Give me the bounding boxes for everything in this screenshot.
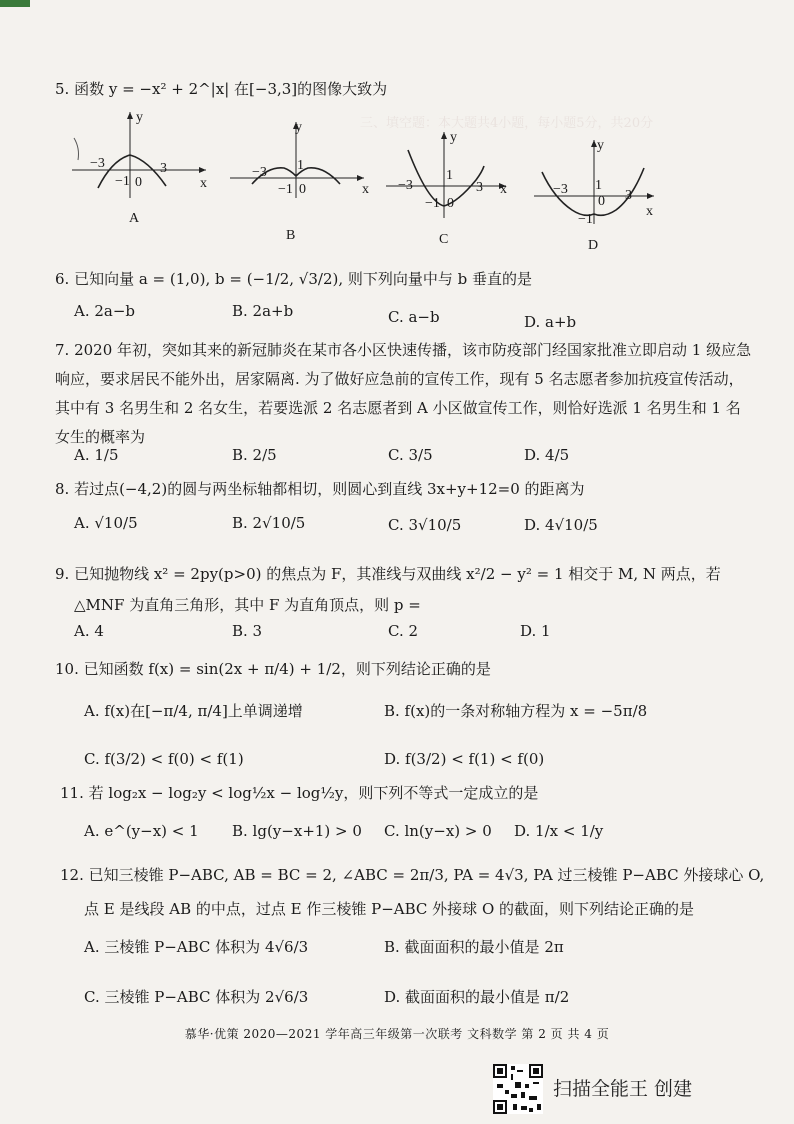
q7-option-c: C. 3/5	[388, 446, 433, 464]
q12-option-b: B. 截面面积的最小值是 2π	[384, 938, 564, 956]
question-7: 7. 2020 年初，突如其来的新冠肺炎在某市各小区快速传播，该市防疫部门经国家批准立即启动 1 级应急响应，要求居民不能外出，居家隔离. 为了做好应急前的宣传工作，现有 5 名志愿者参加抗疫宣传活动，其中有 3 名男生和 2 名女生，若要选派 2 名志愿者到 A 小区做宣传工作，则恰好选派 1 名男生和 1 名女生的概率为	[55, 341, 752, 446]
q11-option-d: D. 1/x < 1/y	[514, 822, 604, 840]
q10-option-c: C. f(3/2) < f(0) < f(1)	[84, 750, 244, 768]
question-12-line1: 12. 已知三棱锥 P−ABC, AB = BC = 2, ∠ABC = 2π/3, PA = 4√3, PA 过三棱锥 P−ABC 外接球心 O,	[60, 866, 765, 884]
graph-a-y-label: y	[136, 110, 143, 125]
q6-option-b: B. 2a+b	[232, 302, 294, 320]
question-12-line2: 点 E 是线段 AB 的中点，过点 E 作三棱锥 P−ABC 外接球 O 的截面，则下列结论正确的是	[84, 900, 695, 918]
graph-a-x-label: x	[200, 176, 207, 191]
question-5: 5. 函数 y = −x² + 2^|x| 在[−3,3]的图像大致为	[55, 80, 388, 98]
graph-a-tick-3: 3	[160, 161, 167, 176]
page-footer: 慕华·优策 2020—2021 学年高三年级第一次联考 文科数学 第 2 页 共 4 页	[184, 1027, 610, 1041]
q7-option-a: A. 1/5	[74, 446, 119, 464]
graph-a-tick-neg3: −3	[90, 156, 105, 171]
q12-option-c: C. 三棱锥 P−ABC 体积为 2√6/3	[84, 988, 309, 1006]
graph-d-tick-1: 1	[595, 178, 602, 193]
q8-option-d: D. 4√10/5	[524, 516, 598, 534]
q12-option-a: A. 三棱锥 P−ABC 体积为 4√6/3	[84, 938, 309, 956]
graph-c-tick-1: 1	[446, 168, 453, 183]
graph-c-label: C	[439, 232, 449, 247]
q9-option-c: C. 2	[388, 622, 419, 640]
q6-option-c: C. a−b	[388, 308, 440, 326]
graph-c-tick-3: 3	[476, 180, 483, 195]
question-10: 10. 已知函数 f(x) = sin(2x + π/4) + 1/2，则下列结论正确的是	[55, 660, 491, 678]
question-6: 6. 已知向量 a = (1,0), b = (−1/2, √3/2), 则下列向量中与 b 垂直的是	[55, 270, 533, 288]
q10-option-d: D. f(3/2) < f(1) < f(0)	[384, 750, 545, 768]
graph-b-tick-neg1: −1	[278, 182, 293, 197]
graph-b-y-label: y	[295, 120, 302, 135]
q7-option-d: D. 4/5	[524, 446, 570, 464]
graph-d-tick-3: 3	[625, 188, 632, 203]
question-11: 11. 若 log₂x − log₂y < log½x − log½y，则下列不等式一定成立的是	[60, 784, 539, 802]
graph-b-tick-neg3: −3	[252, 165, 267, 180]
question-9-line2: △MNF 为直角三角形，其中 F 为直角顶点，则 p =	[74, 596, 421, 614]
graph-d-label: D	[588, 238, 599, 253]
graph-d-tick-neg3: −3	[553, 182, 568, 197]
q7-option-b: B. 2/5	[232, 446, 277, 464]
question-9-line1: 9. 已知抛物线 x² = 2py(p>0) 的焦点为 F，其准线与双曲线 x²/2 − y² = 1 相交于 M, N 两点，若	[55, 565, 721, 583]
q11-option-b: B. lg(y−x+1) > 0	[232, 822, 362, 840]
graph-d-tick-neg1: −1	[578, 212, 593, 227]
q6-option-d: D. a+b	[524, 313, 577, 331]
q8-option-a: A. √10/5	[74, 514, 138, 532]
graph-b-label: B	[286, 228, 296, 243]
q8-option-b: B. 2√10/5	[232, 514, 306, 532]
graph-c-tick-neg3: −3	[398, 178, 413, 193]
graph-a-origin: 0	[135, 175, 142, 190]
corner-mark	[0, 0, 30, 7]
graph-d-origin: 0	[598, 194, 605, 209]
q9-option-d: D. 1	[520, 622, 551, 640]
q6-option-a: A. 2a−b	[74, 302, 136, 320]
q11-option-a: A. e^(y−x) < 1	[84, 822, 199, 840]
bleed-through: 三、填空题：本大题共4小题，每小题5分，共20分	[360, 116, 654, 131]
q10-option-a: A. f(x)在[−π/4, π/4]上单调递增	[84, 702, 303, 720]
graph-d-y-label: y	[597, 138, 604, 153]
graph-a-tick-neg1: −1	[115, 174, 130, 189]
graph-c-x-label: x	[500, 182, 507, 197]
graph-c-tick-neg1: −1	[425, 196, 440, 211]
graph-a-label: A	[129, 211, 140, 226]
scanner-watermark: 扫描全能王 创建	[553, 1078, 693, 1100]
q10-option-b: B. f(x)的一条对称轴方程为 x = −5π/8	[384, 702, 648, 720]
q11-option-c: C. ln(y−x) > 0	[384, 822, 492, 840]
qr-code-icon	[493, 1064, 543, 1114]
graph-b-tick-1: 1	[297, 158, 304, 173]
graph-b-origin: 0	[299, 182, 306, 197]
graph-b-x-label: x	[362, 182, 369, 197]
q9-option-a: A. 4	[74, 622, 104, 640]
question-8: 8. 若过点(−4,2)的圆与两坐标轴都相切，则圆心到直线 3x+y+12=0 的距离为	[55, 480, 585, 498]
q9-option-b: B. 3	[232, 622, 263, 640]
graph-c-y-label: y	[450, 130, 457, 145]
q12-option-d: D. 截面面积的最小值是 π/2	[384, 988, 570, 1006]
q8-option-c: C. 3√10/5	[388, 516, 462, 534]
graph-c-origin: 0	[447, 196, 454, 211]
graph-d-x-label: x	[646, 204, 653, 219]
